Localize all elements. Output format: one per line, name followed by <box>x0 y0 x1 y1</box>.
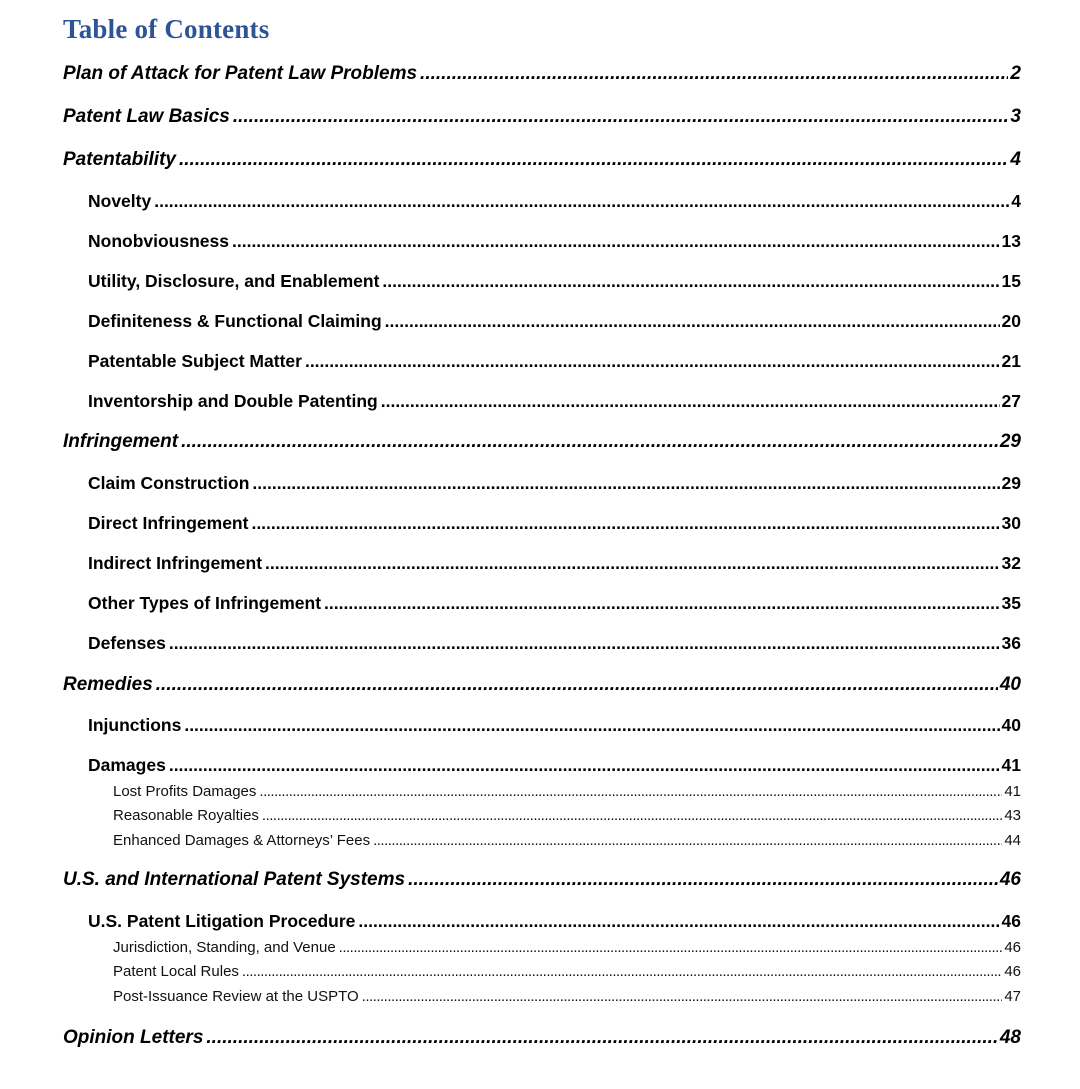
toc-entry-label: Other Types of Infringement <box>88 593 322 613</box>
toc-entry-page: 13 <box>1001 231 1021 251</box>
toc-entry-label: Inventorship and Double Patenting <box>88 391 378 411</box>
toc-entry-other-infringement[interactable] <box>88 593 1021 619</box>
dot-leader <box>184 715 999 736</box>
toc-entry-reasonable-royalties[interactable] <box>113 807 1021 829</box>
dot-leader <box>265 553 999 574</box>
toc-entry-subject-matter[interactable] <box>88 351 1021 377</box>
toc-entry-utility[interactable] <box>88 271 1021 297</box>
toc-entry-label: Remedies <box>63 674 153 695</box>
toc-entry-claim-construction[interactable] <box>88 473 1021 499</box>
dot-leader <box>382 271 999 292</box>
toc-entry-page: 35 <box>1001 593 1021 613</box>
toc-entry-page: 46 <box>1001 911 1021 931</box>
toc-entry-page: 47 <box>1004 988 1021 1005</box>
toc-entry-page: 30 <box>1001 513 1021 533</box>
toc-entry-page: 4 <box>1010 149 1021 170</box>
toc-entry-label: Jurisdiction, Standing, and Venue <box>113 939 336 956</box>
dot-leader <box>233 106 1009 128</box>
toc-entry-label: Patent Law Basics <box>63 106 230 127</box>
toc-entry-label: Patent Local Rules <box>113 963 239 980</box>
toc-entry-page: 46 <box>1004 939 1021 956</box>
toc-entry-label: U.S. Patent Litigation Procedure <box>88 911 356 931</box>
toc-entry-label: Utility, Disclosure, and Enablement <box>88 271 380 291</box>
dot-leader <box>420 63 1008 85</box>
dot-leader <box>262 807 1002 824</box>
toc-entry-remedies[interactable] <box>63 674 1021 702</box>
toc-title: Table of Contents <box>63 14 270 44</box>
dot-leader <box>252 473 999 494</box>
toc-entry-local-rules[interactable] <box>113 963 1021 985</box>
toc-entry-infringement[interactable] <box>63 431 1021 459</box>
toc-entry-page: 20 <box>1001 311 1021 331</box>
toc-entry-damages[interactable] <box>88 755 1021 781</box>
dot-leader <box>232 231 1000 252</box>
toc-entry-page: 4 <box>1011 191 1021 211</box>
dot-leader <box>408 869 998 891</box>
toc-entry-page: 48 <box>999 1027 1021 1048</box>
toc-entry-page: 41 <box>1004 783 1021 800</box>
dot-leader <box>251 513 999 534</box>
toc-entry-page: 40 <box>1001 715 1021 735</box>
toc-entry-lost-profits[interactable] <box>113 783 1021 805</box>
toc-entry-page: 40 <box>999 674 1021 695</box>
toc-entry-definiteness[interactable] <box>88 311 1021 337</box>
toc-entry-label: Injunctions <box>88 715 182 735</box>
toc-entry-label: Lost Profits Damages <box>113 783 257 800</box>
toc-entry-patentability[interactable] <box>63 149 1021 177</box>
toc-entry-label: Enhanced Damages & Attorneys’ Fees <box>113 832 371 849</box>
dot-leader <box>259 783 1002 800</box>
dot-leader <box>242 963 1002 980</box>
toc-entry-page: 29 <box>1001 473 1021 493</box>
dot-leader <box>156 674 998 696</box>
toc-entry-direct-infringement[interactable] <box>88 513 1021 539</box>
toc-entry-label: Indirect Infringement <box>88 553 263 573</box>
toc-entry-page: 44 <box>1004 832 1021 849</box>
toc-entry-label: Opinion Letters <box>63 1027 204 1048</box>
toc-entry-page: 36 <box>1001 633 1021 653</box>
dot-leader <box>385 311 1000 332</box>
dot-leader <box>206 1027 997 1049</box>
toc-entry-label: Post-Issuance Review at the USPTO <box>113 988 359 1005</box>
toc-entry-label: Damages <box>88 755 166 775</box>
toc-entry-injunctions[interactable] <box>88 715 1021 741</box>
dot-leader <box>362 988 1003 1005</box>
toc-entry-page: 3 <box>1010 106 1021 127</box>
dot-leader <box>169 755 1000 776</box>
toc-entry-label: Reasonable Royalties <box>113 807 259 824</box>
dot-leader <box>305 351 1000 372</box>
toc-entry-page: 43 <box>1004 807 1021 824</box>
toc-entry-label: Patentability <box>63 149 176 170</box>
toc-entry-indirect-infringement[interactable] <box>88 553 1021 579</box>
toc-entry-label: Direct Infringement <box>88 513 249 533</box>
toc-entry-page: 32 <box>1001 553 1021 573</box>
toc-entry-page: 21 <box>1001 351 1021 371</box>
dot-leader <box>339 939 1003 956</box>
toc-entry-label: Nonobviousness <box>88 231 229 251</box>
dot-leader <box>154 191 1009 212</box>
toc-entry-label: Plan of Attack for Patent Law Problems <box>63 63 418 84</box>
dot-leader <box>358 911 999 932</box>
toc-entry-novelty[interactable] <box>88 191 1021 217</box>
toc-entry-page: 46 <box>1004 963 1021 980</box>
toc-entry-page: 46 <box>999 869 1021 890</box>
toc-entry-label: Defenses <box>88 633 166 653</box>
toc-entry-label: Claim Construction <box>88 473 250 493</box>
dot-leader <box>179 149 1008 171</box>
dot-leader <box>324 593 1000 614</box>
toc-entry-litigation-procedure[interactable] <box>88 911 1021 937</box>
toc-entry-opinion-letters[interactable] <box>63 1027 1021 1055</box>
dot-leader <box>181 431 998 453</box>
toc-entry-page: 15 <box>1001 271 1021 291</box>
toc-entry-jurisdiction[interactable] <box>113 939 1021 961</box>
toc-entry-page: 29 <box>999 431 1021 452</box>
toc-entry-label: Patentable Subject Matter <box>88 351 302 371</box>
toc-entry-page: 41 <box>1001 755 1021 775</box>
toc-entry-page: 2 <box>1010 63 1021 84</box>
toc-entry-plan-of-attack[interactable] <box>63 63 1021 91</box>
toc-entry-label: Definiteness & Functional Claiming <box>88 311 382 331</box>
toc-entry-patent-law-basics[interactable] <box>63 106 1021 134</box>
dot-leader <box>169 633 1000 654</box>
toc-entry-label: Novelty <box>88 191 152 211</box>
toc-entry-enhanced-damages[interactable] <box>113 832 1021 854</box>
toc-entry-inventorship[interactable] <box>88 391 1021 417</box>
toc-entry-label: U.S. and International Patent Systems <box>63 869 406 890</box>
toc-entry-nonobviousness[interactable] <box>88 231 1021 257</box>
toc-entry-label: Infringement <box>63 431 179 452</box>
toc-entry-international-systems[interactable] <box>63 869 1021 897</box>
dot-leader <box>381 391 1000 412</box>
toc-entry-post-issuance-review[interactable] <box>113 988 1021 1010</box>
dot-leader <box>373 832 1002 849</box>
toc-entry-defenses[interactable] <box>88 633 1021 659</box>
toc-entry-page: 27 <box>1001 391 1021 411</box>
